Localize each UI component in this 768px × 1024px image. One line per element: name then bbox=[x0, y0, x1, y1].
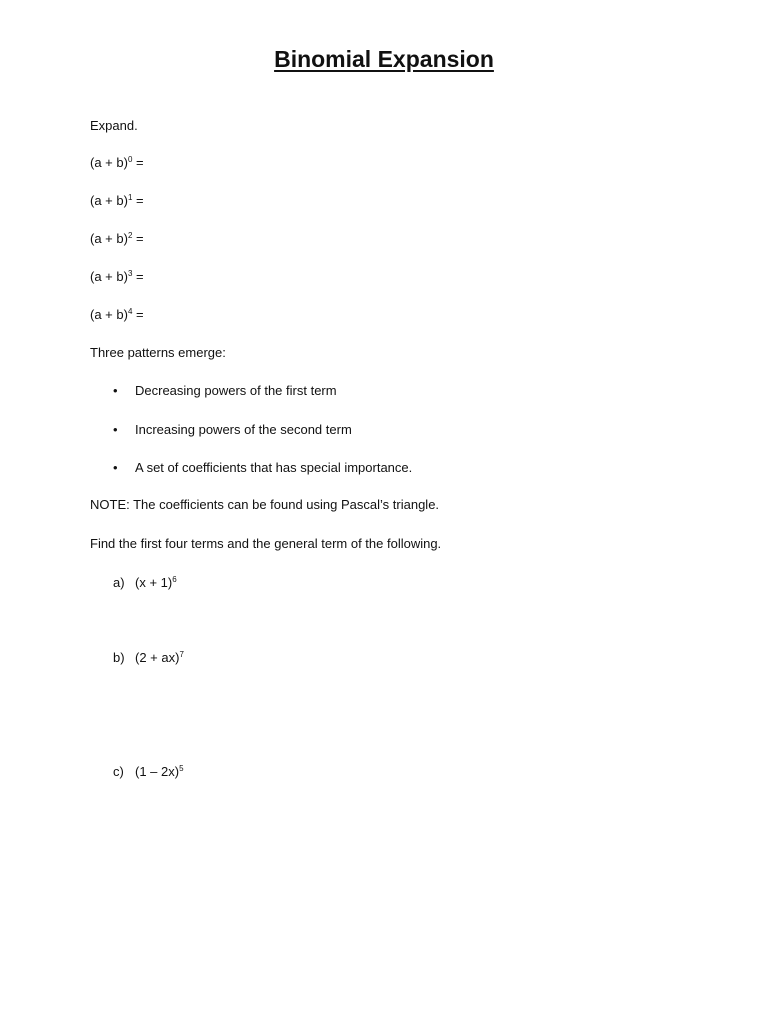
expansion-line-1 bbox=[90, 193, 144, 209]
question-letter-a: a) bbox=[113, 575, 125, 590]
expansion-base: (a + b) bbox=[90, 269, 128, 284]
expansion-base: (a + b) bbox=[90, 307, 128, 322]
question-expression-a bbox=[135, 575, 177, 591]
expansion-equals: = bbox=[132, 269, 144, 284]
bullet-glyph: • bbox=[113, 460, 118, 475]
pascal-note: NOTE: The coefficients can be found using Pascal’s triangle. bbox=[90, 497, 440, 512]
expansion-power: 2 bbox=[127, 231, 133, 240]
expansion-power: 4 bbox=[127, 307, 133, 316]
expansion-equals: = bbox=[132, 155, 144, 170]
pattern-item-2: A set of coefficients that has special importance. bbox=[135, 460, 413, 475]
bullet-glyph: • bbox=[113, 422, 118, 437]
expansion-equals: = bbox=[132, 307, 144, 322]
expansion-equals: = bbox=[132, 193, 144, 208]
expansion-line-4 bbox=[90, 307, 144, 323]
question-base: (x + 1) bbox=[135, 575, 173, 590]
question-base: (1 – 2x) bbox=[135, 764, 180, 779]
expansion-power: 0 bbox=[127, 155, 133, 164]
expansion-base: (a + b) bbox=[90, 193, 128, 208]
question-power: 5 bbox=[179, 764, 184, 773]
pattern-item-0: Decreasing powers of the first term bbox=[135, 383, 337, 398]
question-expression-c bbox=[135, 764, 184, 780]
question-power: 6 bbox=[172, 575, 177, 584]
find-terms-instruction: Find the first four terms and the general term of the following. bbox=[90, 536, 442, 551]
page-title: Binomial Expansion bbox=[274, 46, 494, 72]
question-base: (2 + ax) bbox=[135, 650, 180, 665]
question-letter-b: b) bbox=[113, 650, 125, 665]
bullet-glyph: • bbox=[113, 383, 118, 398]
expansion-base: (a + b) bbox=[90, 231, 128, 246]
question-expression-b bbox=[135, 650, 184, 666]
pattern-item-1: Increasing powers of the second term bbox=[135, 422, 352, 437]
patterns-heading: Three patterns emerge: bbox=[90, 345, 226, 360]
expansion-line-3 bbox=[90, 269, 144, 285]
question-power: 7 bbox=[179, 650, 184, 659]
question-letter-c: c) bbox=[113, 764, 124, 779]
expansion-line-0 bbox=[90, 155, 144, 171]
expansion-power: 3 bbox=[127, 269, 133, 278]
expand-instruction: Expand. bbox=[90, 118, 138, 133]
expansion-equals: = bbox=[132, 231, 144, 246]
expansion-base: (a + b) bbox=[90, 155, 128, 170]
expansion-line-2 bbox=[90, 231, 144, 247]
expansion-power: 1 bbox=[127, 193, 133, 202]
